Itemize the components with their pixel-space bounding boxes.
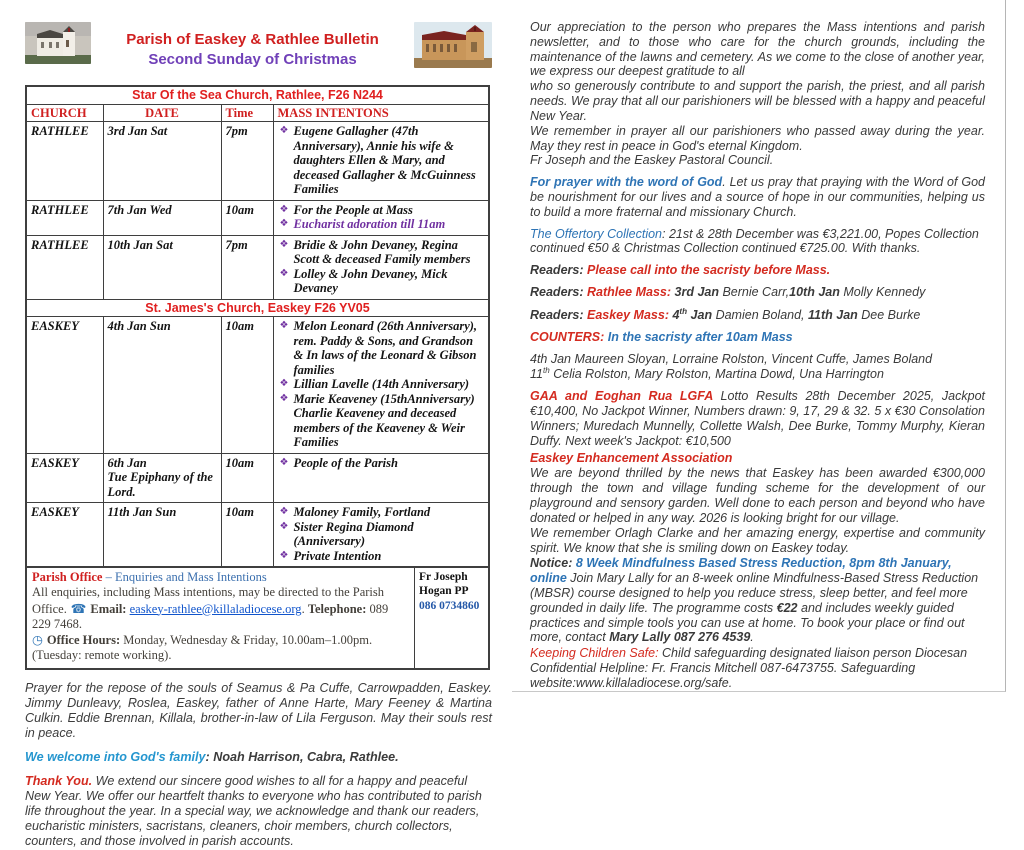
diamond-bullet-icon: ❖: [279, 218, 289, 229]
text-run: Please call into the sacristy before Mass.: [586, 263, 831, 278]
diamond-bullet-icon: ❖: [279, 203, 289, 215]
diamond-bullet-icon: ❖: [279, 267, 289, 279]
priest-name: Fr Joseph Hogan PP: [419, 571, 469, 598]
diamond-bullet-icon: ❖: [279, 520, 289, 532]
text-run: Mary Lally 087 276 4539: [609, 630, 751, 645]
text-run: Noah Harrison, Cabra, Rathlee.: [213, 749, 399, 764]
mass-intention-item: [278, 520, 485, 549]
lotto-paragraph: [530, 389, 985, 448]
text-run: – Enquiries and Mass Intentions: [102, 570, 267, 584]
intention-text: Eugene Gallagher (47th Anniversary), Annie his wife & daughters Ellen & Mary, and deceased Gallagher & McGuinness Families: [293, 124, 476, 196]
parish-office-info: [27, 568, 414, 668]
repose-prayer-paragraph: [25, 681, 492, 741]
text-run: Celia Rolston, Mary Rolston, Martina Dowd, Una Harrington: [549, 367, 884, 382]
text-run: 6th Jan: [107, 455, 147, 470]
mass-intention-item: [278, 124, 485, 197]
easkey-church-photo: [414, 22, 492, 68]
diamond-bullet-icon: ❖: [279, 378, 289, 389]
text-run: Fr Joseph and the Easkey Pastoral Council.: [530, 153, 774, 168]
text-run: Thank You.: [25, 774, 93, 789]
mass-intention-item: [278, 377, 485, 392]
header-titles: [91, 22, 414, 69]
mass-intention-item: [278, 456, 485, 471]
text-run: Easkey Enhancement Association: [530, 450, 733, 465]
table-header-row: [27, 104, 488, 122]
intention-text: Melon Leonard (26th Anniversary), rem. Paddy & Sons, and Grandson & In laws of the Leonard & Gibson families: [293, 319, 478, 377]
text-run: COUNTERS:: [530, 329, 608, 344]
mass-intention-item: [278, 238, 485, 267]
mass-intention-item: [278, 549, 485, 564]
text-run: :: [205, 749, 214, 764]
priest-phone: 086 0734860: [419, 599, 480, 612]
rathlee-section-heading: Star Of the Sea Church, Rathlee, F26 N244: [27, 87, 488, 104]
text-run: Molly Kennedy: [843, 285, 926, 299]
text-run: Child safeguarding designated liaison person Diocesan Confidential Helpline: Fr. Francis Mitchell 087-6473755. Safeguarding website:www.killaladiocese.org/safe.: [530, 646, 968, 690]
text-run: Our appreciation to the person who prepares the Mass intentions and parish newsletter, and to those who care for the church grounds, including the maintenance of the lawns and cemetery. As we come to the close of another year, we express our deepest gratitude to all: [530, 20, 985, 79]
text-run: Email:: [90, 601, 130, 616]
word-of-god-paragraph: [530, 175, 985, 219]
col-header-date: DATE: [103, 104, 221, 122]
thank-you-paragraph: [25, 774, 492, 850]
intention-text: Maloney Family, Fortland: [293, 505, 431, 519]
diamond-bullet-icon: ❖: [279, 238, 289, 250]
intention-text: People of the Parish: [293, 455, 398, 470]
text-run: Join Mary Lally for an 8-week online Mindfulness-Based Stress Reduction (MBSR) course designed to help you reduce stress, sleep better, and feel more grounded in daily life. The programme costs: [530, 571, 979, 615]
readers-easkey-line: [530, 307, 985, 323]
parish-office-row: [27, 567, 488, 668]
text-run: : 21st & 28th December was €3,221.00, Popes Collection continued €50 & Christmas Collection continued €725.00. With thanks.: [530, 226, 979, 256]
mass-row-easkey-4jan: EASKEY 4th Jan Sun 10am ❖ Melon Leonard (26th Anniversary), rem. Paddy & Sons, and Grandson & In laws of the Leonard & Gibson families ❖ Lillian Lavelle (14th Anniversary) ❖ Marie Keaveney (15thAnniversary) Charlie Keaveney and deceased members of the Keaveney & Weir Families: [27, 317, 488, 454]
text-run: who so generously contribute to and support the parish, the priest, and all parish needs. We pray that all our parishioners will be blessed with a happy and peaceful New Year.: [530, 79, 985, 123]
mass-intention-item: [278, 267, 485, 296]
bulletin-header: [25, 22, 492, 69]
text-run: 3rd Jan: [674, 285, 723, 299]
diamond-bullet-icon: ❖: [279, 125, 289, 136]
counters-line: [530, 330, 985, 345]
text-run: Notice:: [530, 556, 576, 571]
mass-row-rathlee-7jan: RATHLEE 7th Jan Wed 10am ❖ For the People at Mass ❖ Eucharist adoration till 11am: [27, 200, 488, 235]
enhancement-paragraph: [530, 466, 985, 555]
safeguarding-paragraph: [530, 646, 985, 690]
text-run: We are beyond thrilled by the news that Easkey has been awarded €300,000 through the town and village funding scheme for the development of our playground and sensory garden. Well done to each person and beyond who have donated or helped in any way. 2026 is looking bright for our village.: [530, 466, 985, 525]
diamond-bullet-icon: ❖: [279, 506, 289, 517]
text-run: .: [301, 601, 308, 616]
text-run: All enquiries, including Mass intentions, may be directed to the Parish Office.: [32, 585, 385, 616]
readers-notice-line: [530, 263, 985, 278]
text-run: th: [679, 306, 688, 316]
readers-rathlee-line: [530, 285, 985, 300]
text-run: Prayer for the repose of the souls of Seamus & Pa Cuffe, Carrowpadden, Easkey. Jimmy Dunleavy, Roslea, Easkey, father of Anne Harte, Mary Feeney & Martina Culkin. Eddie Brennan, Killala, brother-in-law of Lila Ferguson. May their souls rest in peace.: [25, 680, 492, 740]
text-run: In the sacristy after 10am Mass: [607, 329, 793, 344]
intention-text: Lillian Lavelle (14th Anniversary): [293, 377, 470, 391]
text-run: 11: [530, 367, 543, 382]
diamond-bullet-icon: ❖: [279, 549, 289, 561]
text-run: Jan: [687, 307, 716, 322]
text-run: .: [750, 630, 754, 645]
mass-row-rathlee-3jan: RATHLEE 3rd Jan Sat 7pm ❖ Eugene Gallagher (47th Anniversary), Annie his wife & daughters Ellen & Mary, and deceased Gallagher & McGuinness Families: [27, 122, 488, 201]
parish-office-hours: [32, 632, 409, 664]
intention-text: Eucharist adoration till 11am: [293, 217, 446, 231]
mass-row-easkey-11jan: EASKEY 11th Jan Sun 10am ❖ Maloney Family, Fortland ❖ Sister Regina Diamond (Anniversary) ❖ Private Intention: [27, 503, 488, 567]
mass-intention-item: [278, 392, 485, 450]
left-page-paragraphs: [25, 681, 492, 850]
text-run: Readers:: [530, 285, 587, 299]
text-run: 10th Jan Sat: [107, 237, 173, 252]
bulletin-page-right: [512, 0, 1006, 692]
diamond-bullet-icon: ❖: [279, 392, 289, 404]
col-header-intentions: MASS INTENTONS: [273, 104, 488, 122]
mass-row-rathlee-10jan: RATHLEE 10th Jan Sat 7pm ❖ Bridie & John Devaney, Regina Scott & deceased Family members ❖ Lolley & John Devaney, Mick Devaney: [27, 235, 488, 299]
parish-office-heading: [32, 570, 409, 585]
email-link[interactable]: easkey-rathlee@killaladiocese.org: [129, 601, 302, 616]
offertory-paragraph: [530, 227, 985, 257]
text-run: 3rd Jan Sat: [107, 124, 168, 138]
text-run: 089 229 7468.: [32, 601, 389, 631]
text-run: 4th Jan Maureen Sloyan, Lorraine Rolston, Vincent Cuffe, James Boland: [530, 351, 933, 366]
intention-text: Sister Regina Diamond (Anniversary): [293, 519, 414, 548]
diamond-bullet-icon: ❖: [279, 456, 289, 468]
mass-intention-item: [278, 505, 485, 520]
mass-intention-item: [278, 217, 485, 232]
mass-intention-item: [278, 203, 485, 218]
text-run: Rathlee Mass:: [586, 285, 675, 299]
diamond-bullet-icon: ❖: [279, 320, 289, 331]
clock-icon: ◷: [32, 632, 47, 647]
text-run: Monday, Wednesday & Friday, 10.00am–1.00pm. (Tuesday: remote working).: [32, 633, 373, 663]
text-run: We remember in prayer all our parishioners who passed away during the year. May they rest in peace in God's eternal Kingdom.: [530, 123, 985, 153]
text-run: GAA and Eoghan Rua LGFA: [530, 389, 721, 404]
text-run: Bernie Carr,: [722, 285, 790, 299]
text-run: Tue Epiphany of the Lord.: [107, 470, 213, 499]
text-run: Parish Office: [32, 570, 103, 584]
appreciation-paragraph: [530, 20, 985, 168]
text-run: 4th Jan Sun: [107, 319, 171, 333]
intention-text: For the People at Mass: [293, 202, 413, 217]
text-run: We extend our sincere good wishes to all for a happy and peaceful New Year. We offer our heartfelt thanks to everyone who has contributed to parish life throughout the year. In a special way, we acknowledge and thank our readers, eucharistic ministers, sacristans, cleaners, choir members, church collectors, counters, and those involved in parish accounts.: [25, 774, 482, 849]
text-run: and includes weekly guided practices and simple tools you can use at home. To book your place or find out more, contact: [530, 600, 965, 645]
text-run: The Offertory Collection: [530, 226, 662, 241]
text-run: 8 Week Mindfulness Based Stress Reduction, 8pm 8th January,: [575, 556, 952, 571]
col-header-time: Time: [221, 104, 273, 122]
counters-names: [530, 352, 985, 383]
text-run: Damien Boland,: [715, 307, 808, 322]
phone-icon: ☎: [66, 600, 91, 616]
text-run: 11th Jan Sun: [107, 505, 177, 519]
text-run: 4: [672, 307, 680, 322]
text-run: €22: [776, 600, 798, 615]
priest-contact-cell: [414, 568, 488, 668]
text-run: th: [542, 366, 550, 376]
intention-text: Bridie & John Devaney, Regina Scott & deceased Family members: [293, 237, 471, 266]
text-run: online: [530, 571, 571, 586]
mass-intention-item: [278, 319, 485, 377]
enhancement-title: [530, 451, 985, 466]
text-run: Office Hours:: [46, 633, 124, 647]
easkey-section-heading: St. James's Church, Easkey F26 YV05: [27, 299, 488, 317]
bulletin-subtitle: Second Sunday of Christmas: [148, 50, 357, 68]
intention-text: Lolley & John Devaney, Mick Devaney: [293, 266, 448, 295]
bulletin-title: Parish of Easkey & Rathlee Bulletin: [126, 31, 379, 48]
text-run: Keeping Children Safe:: [530, 646, 663, 661]
text-run: 11th Jan: [808, 307, 862, 322]
intention-text: Marie Keaveney (15thAnniversary) Charlie Keaveney and deceased members of the Keaveney & Weir Families: [293, 391, 475, 449]
text-run: We remember Orlagh Clarke and her amazing energy, expertise and community spirit. We know that she is smiling down on Easkey today.: [530, 525, 985, 555]
text-run: We welcome into God's family: [25, 749, 206, 764]
welcome-paragraph: [25, 750, 492, 765]
text-run: . Let us pray that praying with the Word of God be nourishment for our lives and a source of hope in our communities, helping us to build a more fraternal and missionary Church.: [530, 175, 986, 219]
text-run: Dee Burke: [861, 307, 921, 322]
intention-text: Private Intention: [293, 548, 382, 563]
text-run: Readers:: [530, 263, 587, 278]
mass-intentions-table: [25, 85, 490, 670]
bulletin-page-left: [0, 0, 512, 849]
rathlee-church-photo: [25, 22, 91, 64]
text-run: Lotto Results 28th December 2025, Jackpot €10,400, No Jackpot Winner, Numbers drawn: 9, 17, 29 & 32. 5 x €30 Consolation Winners; Muredach Munnelly, Collette Walsh, Dee Burke, Tommy Murphy, Kieran Duffy. Next week's Jackpot: €10,500: [530, 389, 985, 448]
text-run: 10th Jan: [789, 285, 844, 299]
text-run: 7th Jan Wed: [107, 202, 172, 217]
parish-office-contact: [32, 585, 409, 632]
mass-row-easkey-6jan: EASKEY 6th Jan Tue Epiphany of the Lord. 10am ❖ People of the Parish: [27, 453, 488, 503]
text-run: Easkey Mass:: [586, 307, 673, 322]
text-run: Readers:: [530, 307, 587, 322]
col-header-church: CHURCH: [27, 104, 103, 122]
mindfulness-paragraph: [530, 556, 985, 645]
text-run: Telephone:: [307, 601, 370, 616]
text-run: For prayer with the word of God: [530, 175, 723, 190]
